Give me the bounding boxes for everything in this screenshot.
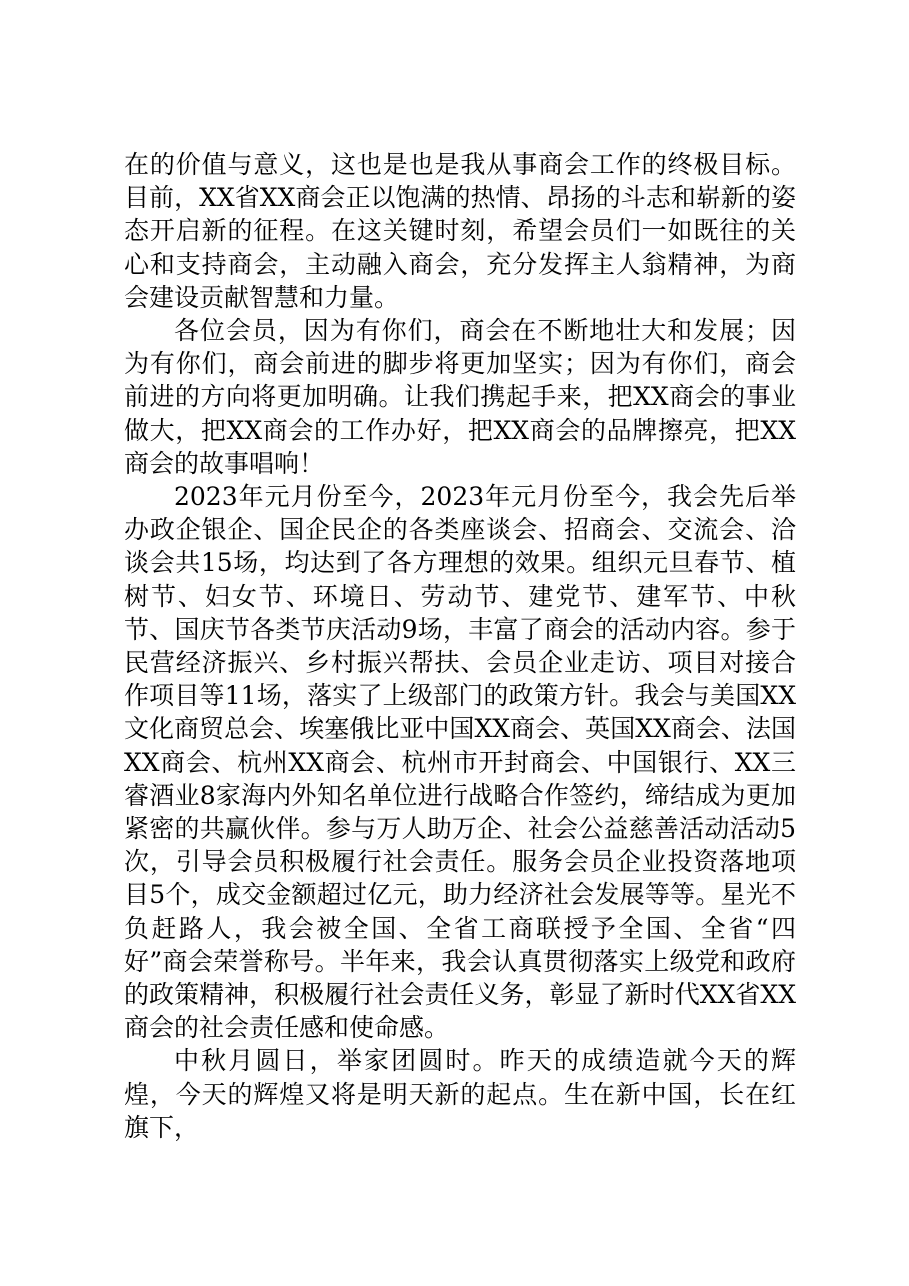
paragraph-3: 2023年元月份至今，2023年元月份至今，我会先后举办政企银企、国企民企的各类座谈会、招商会、交流会、洽谈会共15场，均达到了各方理想的效果。组织元旦春节、植树节、妇女节、环境日、劳动节、建党节、建军节、中秋节、国庆节各类节庆活动9场，丰富了商会的活动内容。参于民营经济振兴、乡村振兴帮扶、会员企业走访、项目对接合作项目等11场，落实了上级部门的政策方针。我会与美国XX文化商贸总会、埃塞俄比亚中国XX商会、英国XX商会、法国XX商会、杭州XX商会、杭州市开封商会、中国银行、XX三睿酒业8家海内外知名单位进行战略合作签约，缔结成为更加紧密的共赢伙伴。参与万人助万企、社会公益慈善活动活动5次，引导会员积极履行社会责任。服务会员企业投资落地项目5个，成交金额超过亿元，助力经济社会发展等等。星光不负赶路人，我会被全国、全省工商联授予全国、全省“四好”商会荣誉称号。半年来，我会认真贯彻落实上级党和政府的政策精神，积极履行社会责任义务，彰显了新时代XX省XX商会的社会责任感和使命感。 bbox=[124, 482, 796, 1043]
paragraph-1: 在的价值与意义，这也是也是我从事商会工作的终极目标。目前，XX省XX商会正以饱满的热情、昂扬的斗志和崭新的姿态开启新的征程。在这关键时刻，希望会员们一如既往的关心和支持商会，主动融入商会，充分发挥主人翁精神，为商会建设贡献智慧和力量。 bbox=[124, 150, 796, 312]
document-body bbox=[124, 148, 796, 1144]
paragraph-4: 中秋月圆日，举家团圆时。昨天的成绩造就今天的辉煌，今天的辉煌又将是明天新的起点。生在新中国，长在红旗下， bbox=[124, 1046, 796, 1142]
paragraph-2: 各位会员，因为有你们，商会在不断地壮大和发展；因为有你们，商会前进的脚步将更加坚实；因为有你们，商会前进的方向将更加明确。让我们携起手来，把XX商会的事业做大，把XX商会的工作办好，把XX商会的品牌擦亮，把XX商会的故事唱响！ bbox=[124, 316, 796, 478]
